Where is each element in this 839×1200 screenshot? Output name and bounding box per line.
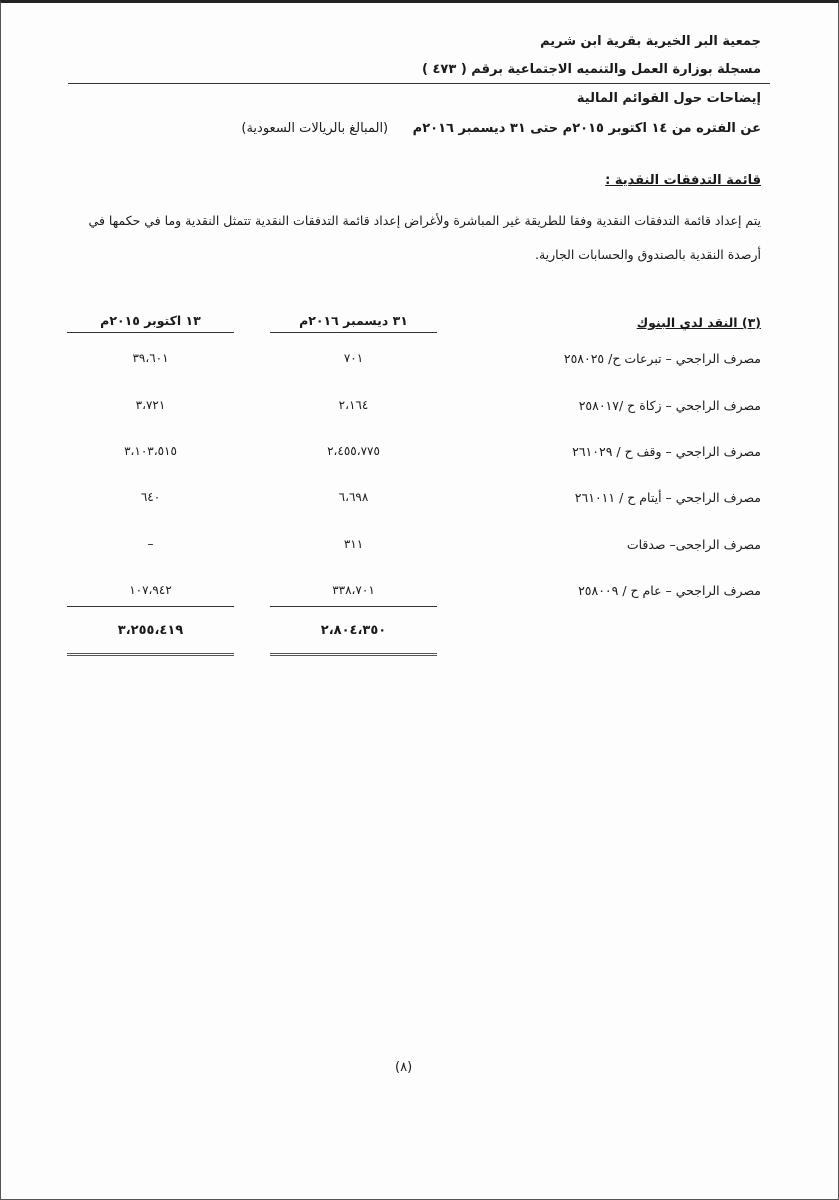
- table-row: [0, 351, 839, 375]
- row-label: مصرف الراجحي – عام ح / ٢٥٨٠٠٩: [578, 583, 761, 598]
- page-number: (٨): [395, 1060, 413, 1075]
- row-value-2016: ٣٣٨،٧٠١: [332, 583, 375, 597]
- row-value-2015: ٣،١٠٣،٥١٥: [124, 444, 177, 458]
- organization-name: جمعية البر الخيرية بقرية ابن شريم: [540, 34, 761, 49]
- currency-note: (المبالغ بالريالات السعودية): [241, 121, 389, 136]
- row-value-2015: ٣،٧٢١: [135, 398, 166, 412]
- section-paragraph: يتم إعداد قائمة التدفقات النقدية وفقا للطريقة غير المباشرة ولأغراض إعداد قائمة التدفقات النقدية تتمثل النقدية وما في حكمها في أرصدة النقدية بالصندوق والحسابات الجارية.: [88, 213, 761, 262]
- table-row: [0, 537, 839, 561]
- total-2016: ٢،٨٠٤،٣٥٠: [320, 623, 387, 638]
- row-value-2016: ٢،٤٥٥،٧٧٥: [327, 444, 380, 458]
- subtotal-rule-2015: [67, 606, 234, 607]
- row-label: مصرف الراجحي – تبرعات ح/ ٢٥٨٠٢٥: [563, 351, 761, 366]
- document-title: إيضاحات حول القوائم المالية: [576, 91, 761, 106]
- row-value-2015: ١٠٧،٩٤٢: [129, 583, 172, 597]
- registration-line: مسجلة بوزارة العمل والتنميه الاجتماعية برقم ( ٤٧٣ ): [422, 62, 761, 77]
- row-value-2015: –: [147, 537, 154, 551]
- row-value-2016: ٦،٦٩٨: [338, 490, 369, 504]
- period-line: [241, 121, 761, 136]
- row-value-2016: ٧٠١: [343, 351, 364, 365]
- header-divider: [68, 83, 770, 84]
- row-label: مصرف الراجحي – زكاة ح /٢٥٨٠١٧: [578, 398, 761, 413]
- column-header-2015: ١٣ اكتوبر ٢٠١٥م: [67, 313, 234, 333]
- period-text: عن الفتره من ١٤ اكتوبر ٢٠١٥م حتى ٣١ ديسمبر ٢٠١٦م: [412, 121, 761, 136]
- row-value-2016: ٢،١٦٤: [338, 398, 369, 412]
- note-title: (٣) النقد لدي البنوك: [636, 315, 761, 330]
- total-double-rule-2016: [270, 653, 437, 656]
- row-label: مصرف الراجحي – وقف ح / ٢٦١٠٢٩: [572, 444, 761, 459]
- table-row: [0, 444, 839, 468]
- column-header-2016: ٣١ ديسمبر ٢٠١٦م: [270, 313, 437, 333]
- table-row: [0, 583, 839, 607]
- total-double-rule-2015: [67, 653, 234, 656]
- section-title: قائمة التدفقات النقدية :: [605, 173, 761, 188]
- table-row: [0, 490, 839, 514]
- row-label: مصرف الراجحي – أيتام ح / ٢٦١٠١١: [574, 490, 761, 505]
- row-value-2015: ٦٤٠: [140, 490, 161, 504]
- table-row: [0, 398, 839, 422]
- total-2015: ٣،٢٥٥،٤١٩: [117, 623, 184, 638]
- row-value-2016: ٣١١: [343, 537, 364, 551]
- row-label: مصرف الراجحى– صدقات: [626, 537, 761, 552]
- row-value-2015: ٣٩،٦٠١: [132, 351, 169, 365]
- subtotal-rule-2016: [270, 606, 437, 607]
